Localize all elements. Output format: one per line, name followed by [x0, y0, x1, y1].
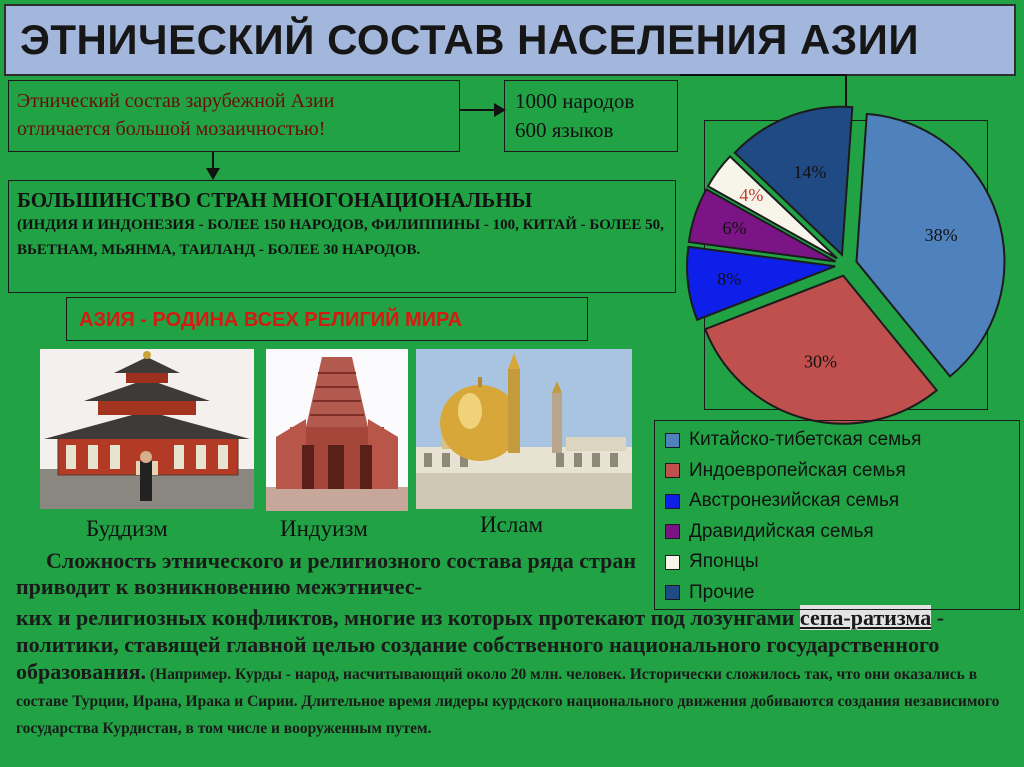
legend-item: [665, 547, 1011, 578]
separatism-definition: - политики, ставящей главной целью создание собственного национального государственного образования.: [16, 605, 945, 684]
multinational-body: (ИНДИЯ И ИНДОНЕЗИЯ - БОЛЕЕ 150 НАРОДОВ, ФИЛИППИНЫ - 100, КИТАЙ - БОЛЕЕ 50, ВЬЕТНАМ, МЬЯНМА, ТАИЛАНД - БОЛЕЕ 30 НАРОДОВ.: [17, 217, 664, 258]
pie-legend: [654, 420, 1020, 610]
legend-swatch: [665, 524, 680, 539]
paragraph-cont-text: ких и религиозных конфликтов, многие из которых протекают под лозунгами: [16, 605, 800, 630]
legend-label: Китайско-тибетская семья: [689, 429, 922, 451]
legend-item: [665, 486, 1011, 517]
legend-swatch: [665, 463, 680, 478]
paragraph-intro-text: Сложность этнического и религиозного состава ряда стран приводит к возникновению межэтничес-: [16, 548, 637, 599]
pie-slice-label: 30%: [804, 351, 838, 372]
pie-slice-label: 4%: [739, 185, 764, 206]
mosaic-line-1: Этнический состав зарубежной Азии: [17, 90, 335, 112]
legend-swatch: [665, 433, 680, 448]
legend-swatch: [665, 585, 680, 600]
legend-label: Австронезийская семья: [689, 490, 900, 512]
legend-label: Прочие: [689, 581, 755, 603]
legend-swatch: [665, 555, 680, 570]
legend-item: [665, 517, 1011, 548]
peoples-count: 1000 народов: [515, 89, 635, 113]
mosaic-line-2: отличается большой мозаичностью!: [17, 118, 326, 140]
pie-slice-label: 6%: [722, 217, 747, 238]
caption-hinduism: Индуизм: [280, 516, 368, 541]
languages-count: 600 языков: [515, 118, 614, 142]
multinational-heading: БОЛЬШИНСТВО СТРАН МНОГОНАЦИОНАЛЬНЫ: [17, 188, 533, 212]
pie-slice-label: 38%: [924, 224, 958, 245]
legend-item: [665, 578, 1011, 609]
pie-slice-label: 14%: [793, 161, 827, 182]
legend-item: [665, 425, 1011, 456]
legend-swatch: [665, 494, 680, 509]
caption-islam: Ислам: [480, 512, 544, 537]
kurds-example-note: (Например. Курды - народ, насчитывающий около 20 млн. человек. Исторически сложилось так, что они оказались в составе Турции, Ирана, Ирака и Сирии. Длительное время лидеры курдского национального движения добиваются создания независимого государства Курдистан, в том числе и вооруженным путем.: [16, 666, 1000, 737]
religions-banner: АЗИЯ - РОДИНА ВСЕХ РЕЛИГИЙ МИРА: [66, 297, 588, 341]
separatism-term: сепа-ратизма: [799, 605, 932, 630]
legend-label: Дравидийская семья: [689, 520, 874, 542]
legend-item: [665, 456, 1011, 487]
pie-slice-label: 8%: [717, 268, 742, 289]
legend-label: Японцы: [689, 551, 759, 573]
caption-buddhism: Буддизм: [86, 516, 168, 541]
slide-title: ЭТНИЧЕСКИЙ СОСТАВ НАСЕЛЕНИЯ АЗИИ: [4, 4, 1016, 76]
legend-label: Индоевропейская семья: [689, 459, 906, 481]
